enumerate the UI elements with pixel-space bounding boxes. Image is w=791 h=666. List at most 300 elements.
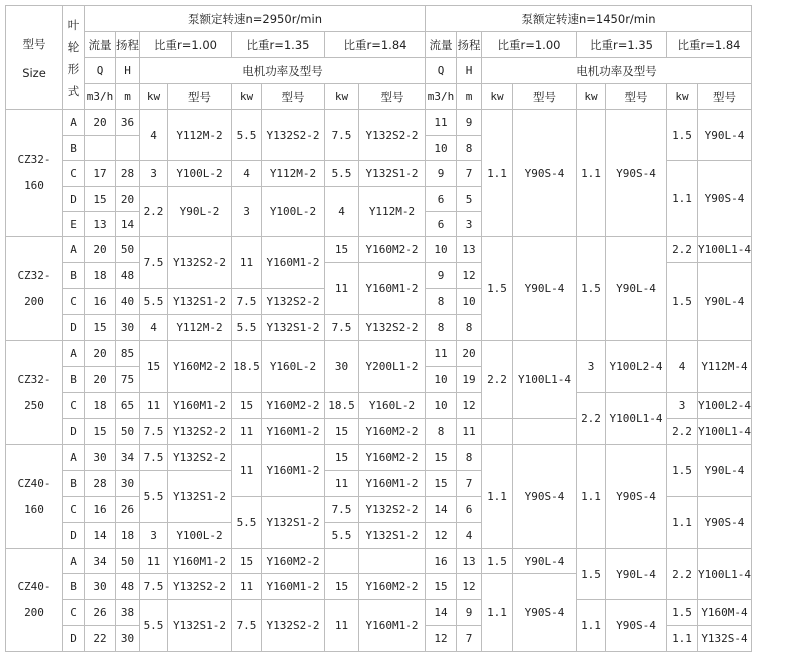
model-cell xyxy=(6,445,63,549)
header-size-label: Size xyxy=(22,65,46,80)
motor-r135-1450: Y90S-4 xyxy=(606,110,667,237)
head-1450: 7 xyxy=(457,471,482,497)
head-2950: 28 xyxy=(116,161,140,187)
flow-2950: 18 xyxy=(85,393,116,419)
model-label: 160 xyxy=(24,502,44,516)
kw-r135-2950: 5.5 xyxy=(232,497,262,549)
motor-r135-2950: Y100L-2 xyxy=(262,187,325,237)
motor-r135-2950: Y132S1-2 xyxy=(262,315,325,341)
kw-r100-1450: 2.2 xyxy=(482,341,513,419)
kw-r135-2950: 11 xyxy=(232,445,262,497)
impeller-cell: B xyxy=(63,367,85,393)
kw-r100-2950: 5.5 xyxy=(140,289,168,315)
head-2950 xyxy=(116,136,140,161)
motor-r135-2950: Y112M-2 xyxy=(262,161,325,187)
motor-r100-2950: Y132S2-2 xyxy=(168,237,232,289)
flow-1450: 14 xyxy=(426,497,457,523)
head-2950: 85 xyxy=(116,341,140,367)
table-row xyxy=(6,237,752,263)
header-sg-1-00: 比重r=1.00 xyxy=(482,32,577,58)
motor-r135-2950: Y160M2-2 xyxy=(262,549,325,574)
header-head-symbol: H xyxy=(116,58,140,84)
header-flow-symbol: Q xyxy=(85,58,116,84)
flow-2950: 26 xyxy=(85,600,116,626)
motor-r100-2950: Y112M-2 xyxy=(168,110,232,161)
motor-r135-2950: Y160M1-2 xyxy=(262,419,325,445)
kw-r135-1450: 1.1 xyxy=(577,445,606,549)
header-type: 型号 xyxy=(698,84,752,110)
kw-r184-2950: 5.5 xyxy=(325,523,359,549)
kw-r100-2950: 7.5 xyxy=(140,574,168,600)
flow-2950: 18 xyxy=(85,263,116,289)
kw-r184-2950: 15 xyxy=(325,445,359,471)
motor-r184-2950: Y160L-2 xyxy=(359,393,426,419)
motor-r184-1450: Y100L1-4 xyxy=(698,419,752,445)
head-2950: 48 xyxy=(116,574,140,600)
kw-r184-1450: 1.1 xyxy=(667,161,698,237)
motor-r184-2950: Y160M2-2 xyxy=(359,419,426,445)
motor-r184-2950: Y160M1-2 xyxy=(359,471,426,497)
header-impeller-char: 形 xyxy=(67,61,80,76)
motor-r135-1450: Y90L-4 xyxy=(606,549,667,600)
header-head-unit: m xyxy=(116,84,140,110)
header-sg-1-35: 比重r=1.35 xyxy=(232,32,325,58)
flow-1450: 6 xyxy=(426,187,457,212)
kw-r135-2950: 7.5 xyxy=(232,600,262,652)
header-impeller xyxy=(63,6,85,110)
kw-r184-2950: 15 xyxy=(325,419,359,445)
kw-r184-1450: 1.5 xyxy=(667,600,698,626)
motor-r184-1450: Y90L-4 xyxy=(698,110,752,161)
head-1450: 12 xyxy=(457,574,482,600)
flow-2950: 15 xyxy=(85,315,116,341)
motor-r135-1450: Y100L1-4 xyxy=(606,393,667,445)
motor-r100-1450: Y90S-4 xyxy=(513,574,577,652)
header-flow-unit: m3/h xyxy=(85,84,116,110)
impeller-cell: B xyxy=(63,574,85,600)
flow-2950: 30 xyxy=(85,574,116,600)
motor-r184-1450: Y100L1-4 xyxy=(698,237,752,263)
kw-r135-2950: 5.5 xyxy=(232,110,262,161)
head-2950: 48 xyxy=(116,263,140,289)
motor-r100-2950: Y100L-2 xyxy=(168,161,232,187)
header-impeller-char: 轮 xyxy=(67,39,80,54)
flow-2950: 16 xyxy=(85,289,116,315)
motor-r100-2950: Y112M-2 xyxy=(168,315,232,341)
head-1450: 5 xyxy=(457,187,482,212)
motor-r135-1450: Y90L-4 xyxy=(606,237,667,341)
kw-r184-2950: 11 xyxy=(325,263,359,315)
head-1450: 4 xyxy=(457,523,482,549)
flow-2950: 20 xyxy=(85,341,116,367)
motor-r184-1450: Y100L1-4 xyxy=(698,549,752,600)
header-motor: 电机功率及型号 xyxy=(140,58,426,84)
motor-r100-1450 xyxy=(513,419,577,445)
motor-r184-2950: Y160M2-2 xyxy=(359,237,426,263)
motor-r184-2950: Y132S2-2 xyxy=(359,315,426,341)
motor-r100-1450: Y100L1-4 xyxy=(513,341,577,419)
motor-r184-1450: Y112M-4 xyxy=(698,341,752,393)
flow-1450: 9 xyxy=(426,263,457,289)
flow-1450: 10 xyxy=(426,393,457,419)
motor-r135-2950: Y160M2-2 xyxy=(262,393,325,419)
impeller-cell: D xyxy=(63,315,85,341)
impeller-cell: D xyxy=(63,187,85,212)
kw-r100-1450: 1.5 xyxy=(482,549,513,574)
motor-r184-2950: Y132S1-2 xyxy=(359,523,426,549)
motor-r184-2950: Y112M-2 xyxy=(359,187,426,237)
model-label: 200 xyxy=(24,294,44,308)
motor-r184-1450: Y90L-4 xyxy=(698,263,752,341)
head-1450: 10 xyxy=(457,289,482,315)
motor-r184-1450: Y90L-4 xyxy=(698,445,752,497)
motor-r135-2950: Y132S2-2 xyxy=(262,110,325,161)
kw-r100-2950: 7.5 xyxy=(140,445,168,471)
impeller-cell: B xyxy=(63,263,85,289)
motor-r135-2950: Y160L-2 xyxy=(262,341,325,393)
head-1450: 12 xyxy=(457,393,482,419)
flow-1450: 10 xyxy=(426,237,457,263)
header-kw: kw xyxy=(232,84,262,110)
kw-r135-2950: 3 xyxy=(232,187,262,237)
motor-r135-2950: Y160M1-2 xyxy=(262,237,325,289)
kw-r184-2950: 5.5 xyxy=(325,161,359,187)
motor-r135-2950: Y160M1-2 xyxy=(262,445,325,497)
model-label: 250 xyxy=(24,398,44,412)
impeller-cell: C xyxy=(63,289,85,315)
header-impeller-char: 式 xyxy=(67,83,80,98)
kw-r184-2950: 7.5 xyxy=(325,315,359,341)
kw-r184-1450: 1.5 xyxy=(667,110,698,161)
kw-r135-2950: 11 xyxy=(232,574,262,600)
head-2950: 20 xyxy=(116,187,140,212)
motor-r100-2950: Y132S1-2 xyxy=(168,289,232,315)
head-2950: 65 xyxy=(116,393,140,419)
header-type: 型号 xyxy=(262,84,325,110)
header-sg-1-35: 比重r=1.35 xyxy=(577,32,667,58)
flow-1450: 11 xyxy=(426,110,457,136)
flow-1450: 10 xyxy=(426,136,457,161)
impeller-cell: C xyxy=(63,497,85,523)
pump-spec-table xyxy=(5,5,752,652)
flow-1450: 8 xyxy=(426,419,457,445)
header-flow-unit: m3/h xyxy=(426,84,457,110)
header-sg-1-00: 比重r=1.00 xyxy=(140,32,232,58)
kw-r100-2950: 5.5 xyxy=(140,471,168,523)
kw-r135-1450: 1.5 xyxy=(577,237,606,341)
head-2950: 50 xyxy=(116,237,140,263)
impeller-cell: B xyxy=(63,136,85,161)
kw-r135-1450: 2.2 xyxy=(577,393,606,445)
flow-2950: 20 xyxy=(85,110,116,136)
motor-r184-1450: Y132S-4 xyxy=(698,626,752,652)
header-head-unit: m xyxy=(457,84,482,110)
flow-2950: 15 xyxy=(85,187,116,212)
kw-r135-2950: 4 xyxy=(232,161,262,187)
head-2950: 50 xyxy=(116,419,140,445)
motor-r100-2950: Y132S2-2 xyxy=(168,445,232,471)
table-row xyxy=(6,110,752,136)
header-kw: kw xyxy=(577,84,606,110)
kw-r184-1450: 1.1 xyxy=(667,497,698,549)
header-impeller-char: 叶 xyxy=(67,17,80,32)
model-label: CZ40- xyxy=(17,580,51,593)
motor-r135-1450: Y90S-4 xyxy=(606,600,667,652)
kw-r100-2950: 3 xyxy=(140,523,168,549)
head-1450: 7 xyxy=(457,626,482,652)
kw-r184-1450: 2.2 xyxy=(667,237,698,263)
kw-r184-2950: 18.5 xyxy=(325,393,359,419)
head-2950: 18 xyxy=(116,523,140,549)
table-row xyxy=(6,445,752,471)
motor-r184-1450: Y90S-4 xyxy=(698,497,752,549)
flow-2950: 22 xyxy=(85,626,116,652)
motor-r184-2950: Y160M1-2 xyxy=(359,600,426,652)
impeller-cell: A xyxy=(63,445,85,471)
kw-r100-2950: 7.5 xyxy=(140,237,168,289)
flow-1450: 16 xyxy=(426,549,457,574)
motor-r135-1450: Y90S-4 xyxy=(606,445,667,549)
motor-r184-2950: Y200L1-2 xyxy=(359,341,426,393)
motor-r184-1450: Y90S-4 xyxy=(698,161,752,237)
flow-2950: 20 xyxy=(85,367,116,393)
head-1450: 3 xyxy=(457,212,482,237)
flow-2950: 30 xyxy=(85,445,116,471)
motor-r184-1450: Y100L2-4 xyxy=(698,393,752,419)
header-head: 扬程 xyxy=(116,32,140,58)
head-1450: 8 xyxy=(457,445,482,471)
flow-1450: 14 xyxy=(426,600,457,626)
motor-r100-1450: Y90L-4 xyxy=(513,549,577,574)
motor-r100-2950: Y160M1-2 xyxy=(168,393,232,419)
head-2950: 75 xyxy=(116,367,140,393)
impeller-cell: C xyxy=(63,393,85,419)
head-2950: 40 xyxy=(116,289,140,315)
impeller-cell: A xyxy=(63,549,85,574)
header-type: 型号 xyxy=(168,84,232,110)
table-row xyxy=(6,600,752,626)
motor-r100-2950: Y100L-2 xyxy=(168,523,232,549)
head-1450: 13 xyxy=(457,549,482,574)
motor-r135-2950: Y132S2-2 xyxy=(262,289,325,315)
header-head-symbol: H xyxy=(457,58,482,84)
header-sg-1-84: 比重r=1.84 xyxy=(325,32,426,58)
kw-r184-2950: 7.5 xyxy=(325,497,359,523)
kw-r135-2950: 5.5 xyxy=(232,315,262,341)
kw-r135-2950: 15 xyxy=(232,393,262,419)
kw-r184-2950: 11 xyxy=(325,600,359,652)
kw-r100-1450 xyxy=(482,419,513,445)
motor-r100-2950: Y160M1-2 xyxy=(168,549,232,574)
kw-r100-2950: 7.5 xyxy=(140,419,168,445)
kw-r100-1450: 1.5 xyxy=(482,237,513,341)
impeller-cell: E xyxy=(63,212,85,237)
head-2950: 14 xyxy=(116,212,140,237)
impeller-cell: A xyxy=(63,110,85,136)
head-1450: 11 xyxy=(457,419,482,445)
head-1450: 8 xyxy=(457,315,482,341)
kw-r100-2950: 4 xyxy=(140,315,168,341)
impeller-cell: C xyxy=(63,161,85,187)
table-row xyxy=(6,549,752,574)
motor-r135-1450: Y100L2-4 xyxy=(606,341,667,393)
motor-r100-1450: Y90S-4 xyxy=(513,110,577,237)
header-flow: 流量 xyxy=(426,32,457,58)
model-cell xyxy=(6,549,63,652)
kw-r100-1450: 1.1 xyxy=(482,110,513,237)
kw-r184-1450: 2.2 xyxy=(667,419,698,445)
impeller-cell: B xyxy=(63,471,85,497)
head-1450: 6 xyxy=(457,497,482,523)
kw-r184-1450: 1.1 xyxy=(667,626,698,652)
flow-1450: 10 xyxy=(426,367,457,393)
header-flow: 流量 xyxy=(85,32,116,58)
kw-r100-2950: 3 xyxy=(140,161,168,187)
flow-1450: 15 xyxy=(426,471,457,497)
head-2950: 30 xyxy=(116,471,140,497)
kw-r135-1450: 1.5 xyxy=(577,549,606,600)
kw-r135-2950: 11 xyxy=(232,419,262,445)
header-type: 型号 xyxy=(359,84,426,110)
kw-r135-2950: 15 xyxy=(232,549,262,574)
kw-r184-2950: 7.5 xyxy=(325,110,359,161)
motor-r100-2950: Y132S1-2 xyxy=(168,471,232,523)
header-kw: kw xyxy=(325,84,359,110)
motor-r184-2950 xyxy=(359,549,426,574)
head-1450: 12 xyxy=(457,263,482,289)
kw-r184-2950 xyxy=(325,549,359,574)
flow-1450: 12 xyxy=(426,626,457,652)
head-2950: 26 xyxy=(116,497,140,523)
kw-r100-2950: 15 xyxy=(140,341,168,393)
motor-r135-2950: Y132S1-2 xyxy=(262,497,325,549)
kw-r100-1450: 1.1 xyxy=(482,574,513,652)
kw-r184-2950: 11 xyxy=(325,471,359,497)
motor-r100-2950: Y160M2-2 xyxy=(168,341,232,393)
header-motor: 电机功率及型号 xyxy=(482,58,752,84)
header-model xyxy=(6,6,63,110)
model-cell xyxy=(6,341,63,445)
kw-r184-1450: 2.2 xyxy=(667,549,698,600)
head-1450: 8 xyxy=(457,136,482,161)
model-label: CZ32- xyxy=(17,372,51,386)
flow-2950: 14 xyxy=(85,523,116,549)
flow-1450: 12 xyxy=(426,523,457,549)
header-type: 型号 xyxy=(513,84,577,110)
flow-1450: 15 xyxy=(426,445,457,471)
flow-2950: 28 xyxy=(85,471,116,497)
header-speed-1450: 泵额定转速n=1450r/min xyxy=(426,6,752,32)
header-head: 扬程 xyxy=(457,32,482,58)
kw-r135-1450: 1.1 xyxy=(577,600,606,652)
kw-r135-1450: 3 xyxy=(577,341,606,393)
motor-r100-2950: Y132S1-2 xyxy=(168,600,232,652)
kw-r184-2950: 30 xyxy=(325,341,359,393)
motor-r100-2950: Y132S2-2 xyxy=(168,574,232,600)
table-row xyxy=(6,393,752,419)
flow-1450: 15 xyxy=(426,574,457,600)
impeller-cell: D xyxy=(63,523,85,549)
header-flow-symbol: Q xyxy=(426,58,457,84)
kw-r100-1450: 1.1 xyxy=(482,445,513,549)
model-label: 160 xyxy=(24,179,44,192)
flow-1450: 8 xyxy=(426,315,457,341)
motor-r184-2950: Y160M2-2 xyxy=(359,574,426,600)
header-model-label: 型号 xyxy=(22,36,46,51)
kw-r184-1450: 3 xyxy=(667,393,698,419)
motor-r184-1450: Y160M-4 xyxy=(698,600,752,626)
motor-r184-2950: Y132S2-2 xyxy=(359,497,426,523)
flow-1450: 8 xyxy=(426,289,457,315)
flow-2950: 34 xyxy=(85,549,116,574)
kw-r184-2950: 15 xyxy=(325,574,359,600)
model-cell xyxy=(6,110,63,237)
flow-1450: 9 xyxy=(426,161,457,187)
kw-r100-2950: 5.5 xyxy=(140,600,168,652)
motor-r184-2950: Y132S2-2 xyxy=(359,110,426,161)
head-2950: 50 xyxy=(116,549,140,574)
flow-1450: 11 xyxy=(426,341,457,367)
kw-r184-1450: 1.5 xyxy=(667,445,698,497)
kw-r135-2950: 11 xyxy=(232,237,262,289)
impeller-cell: A xyxy=(63,237,85,263)
motor-r135-2950: Y160M1-2 xyxy=(262,574,325,600)
head-1450: 9 xyxy=(457,110,482,136)
model-label: CZ32- xyxy=(17,268,51,282)
motor-r184-2950: Y160M1-2 xyxy=(359,263,426,315)
flow-2950: 17 xyxy=(85,161,116,187)
head-2950: 30 xyxy=(116,315,140,341)
head-2950: 30 xyxy=(116,626,140,652)
impeller-cell: A xyxy=(63,341,85,367)
header-kw: kw xyxy=(482,84,513,110)
table-row xyxy=(6,341,752,367)
motor-r184-2950: Y132S1-2 xyxy=(359,161,426,187)
kw-r135-2950: 18.5 xyxy=(232,341,262,393)
flow-2950: 15 xyxy=(85,419,116,445)
flow-2950: 16 xyxy=(85,497,116,523)
motor-r135-2950: Y132S2-2 xyxy=(262,600,325,652)
model-label: CZ32- xyxy=(17,153,51,166)
head-1450: 9 xyxy=(457,600,482,626)
kw-r100-2950: 2.2 xyxy=(140,187,168,237)
impeller-cell: C xyxy=(63,600,85,626)
kw-r100-2950: 4 xyxy=(140,110,168,161)
kw-r184-1450: 4 xyxy=(667,341,698,393)
kw-r184-1450: 1.5 xyxy=(667,263,698,341)
header-kw: kw xyxy=(140,84,168,110)
kw-r184-2950: 15 xyxy=(325,237,359,263)
head-1450: 13 xyxy=(457,237,482,263)
flow-1450: 6 xyxy=(426,212,457,237)
head-1450: 7 xyxy=(457,161,482,187)
motor-r100-1450: Y90S-4 xyxy=(513,445,577,549)
motor-r100-2950: Y90L-2 xyxy=(168,187,232,237)
kw-r100-2950: 11 xyxy=(140,393,168,419)
impeller-cell: D xyxy=(63,626,85,652)
kw-r135-1450: 1.1 xyxy=(577,110,606,237)
motor-r100-1450: Y90L-4 xyxy=(513,237,577,341)
motor-r184-2950: Y160M2-2 xyxy=(359,445,426,471)
head-2950: 36 xyxy=(116,110,140,136)
kw-r100-2950: 11 xyxy=(140,549,168,574)
header-type: 型号 xyxy=(606,84,667,110)
head-2950: 34 xyxy=(116,445,140,471)
flow-2950: 20 xyxy=(85,237,116,263)
kw-r184-2950: 4 xyxy=(325,187,359,237)
header-sg-1-84: 比重r=1.84 xyxy=(667,32,752,58)
header-speed-2950: 泵额定转速n=2950r/min xyxy=(85,6,426,32)
